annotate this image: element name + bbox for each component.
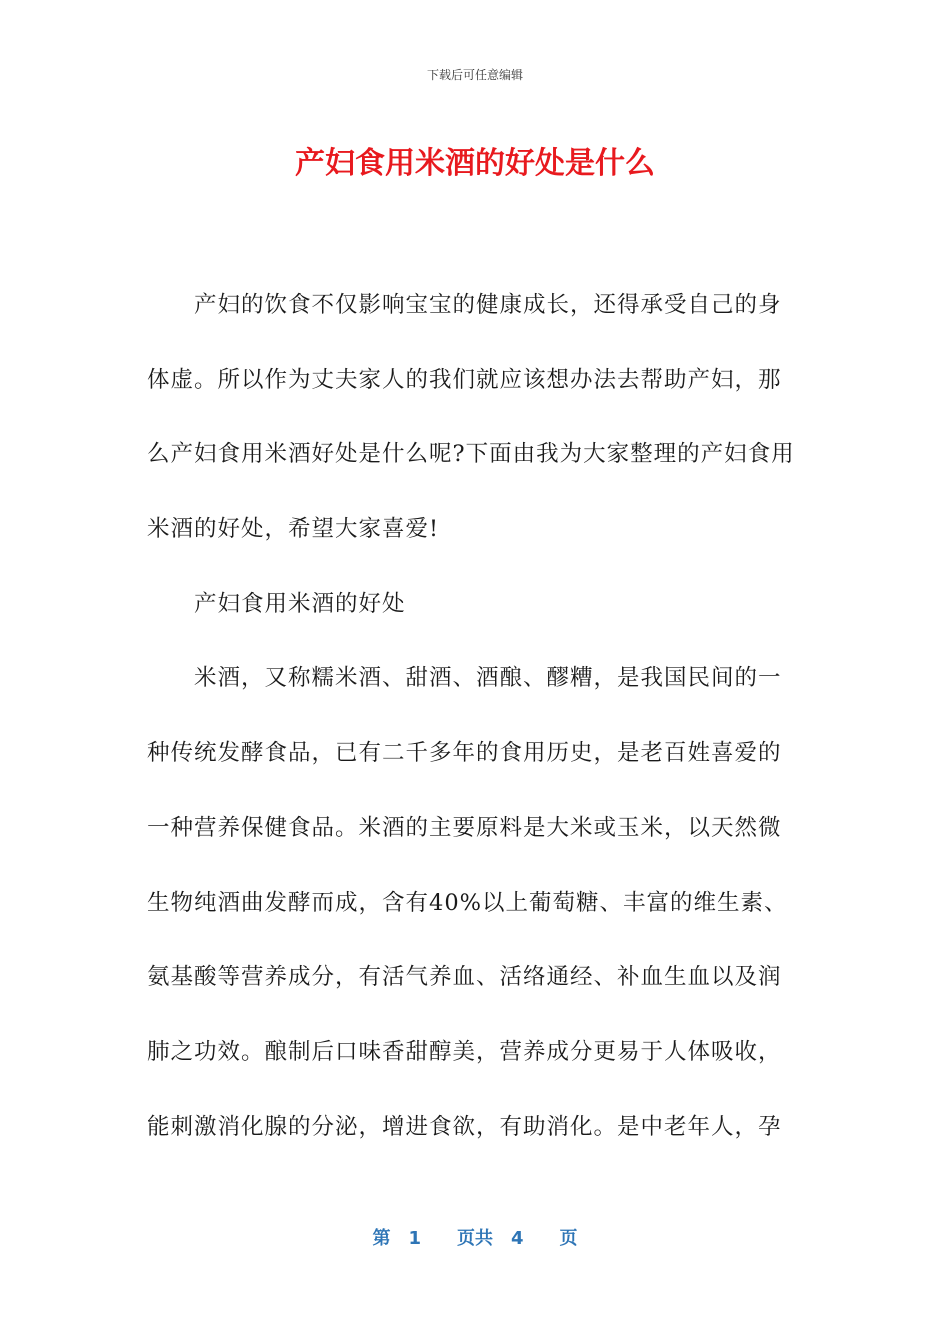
- section-heading: 产妇食用米酒的好处: [194, 590, 406, 617]
- text-line: 米酒的好处，希望大家喜爱!: [147, 516, 440, 543]
- page-footer: [0, 1226, 950, 1252]
- footer-suffix: 页: [559, 1228, 578, 1249]
- footer-prefix: 第: [372, 1228, 391, 1249]
- text-line: 产妇的饮食不仅影响宝宝的健康成长，还得承受自己的身: [194, 292, 782, 318]
- body-text: [147, 268, 803, 1164]
- document-title: 产妇食用米酒的好处是什么: [295, 146, 655, 181]
- text-line: 种传统发酵食品，已有二千多年的食用历史，是老百姓喜爱的: [147, 740, 782, 767]
- text-line: 体虚。所以作为丈夫家人的我们就应该想办法去帮助产妇，那: [147, 366, 782, 393]
- current-page-number: 1: [408, 1228, 421, 1249]
- text-line: 么产妇食用米酒好处是什么呢?下面由我为大家整理的产妇食用: [147, 441, 795, 468]
- total-pages-number: 4: [511, 1228, 524, 1249]
- text-line: 米酒，又称糯米酒、甜酒、酒酿、醪糟，是我国民间的一: [194, 665, 782, 692]
- footer-mid: 页共: [457, 1228, 493, 1249]
- text-line: 肺之功效。酿制后口味香甜醇美，营养成分更易于人体吸收，: [147, 1038, 782, 1065]
- header-note: 下载后可任意编辑: [426, 68, 523, 82]
- text-line: 一种营养保健食品。米酒的主要原料是大米或玉米，以天然微: [147, 814, 782, 841]
- text-line: 生物纯酒曲发酵而成，含有40%以上葡萄糖、丰富的维生素、: [147, 889, 788, 916]
- text-line: 能刺激消化腺的分泌，增进食欲，有助消化。是中老年人，孕: [147, 1113, 782, 1140]
- text-line: 氨基酸等营养成分，有活气养血、活络通经、补血生血以及润: [147, 964, 782, 991]
